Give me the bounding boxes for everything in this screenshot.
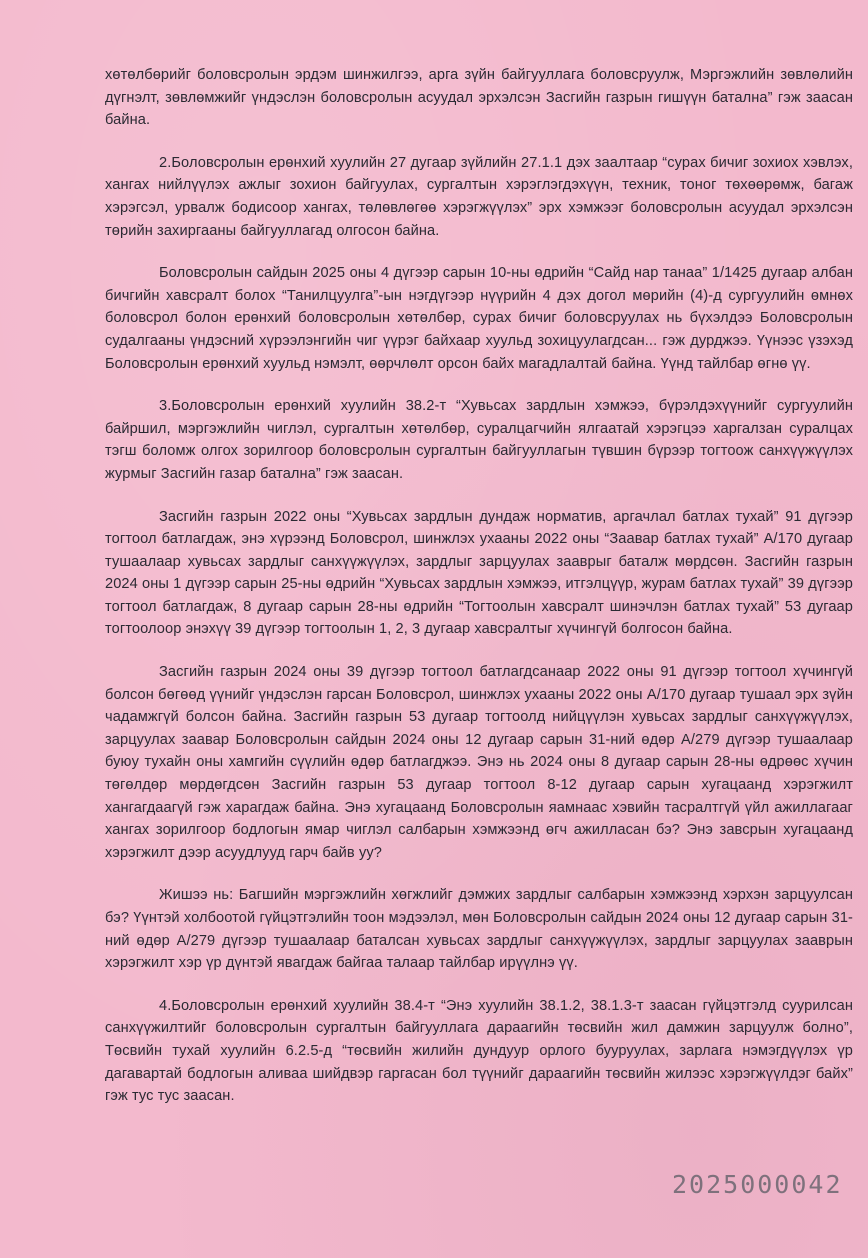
paragraph-government-resolutions: Засгийн газрын 2022 оны “Хувьсах зардлын дундаж норматив, аргачлал батлах тухай” 91 дүгээр тогтоол батлагдаж, энэ хүрээнд Боловсрол, шинжлэх ухааны 2022 оны “Заавар батлах тухай” А/170 дугаар тушаалаар хувьсах зардлыг санхүүжүүлэх, зардлыг зарцуулах зааврыг баталж мөрдсөн. Засгийн газрын 2024 оны 1 дүгээр сарын 25-ны өдрийн “Хувьсах зардлын хэмжээ, итгэлцүүр, журам батлах тухай” 39 дүгээр тогтоол батлагдаж, 8 дугаар сарын 28-ны өдрийн “Тогтоолын хавсралт шинэчлэн батлах тухай” 53 дугаар тогтоолоор энэхүү 39 дүгээр тогтоолын 1, 2, 3 дугаар хавсралтыг хүчингүй болгосон байна. bbox=[105, 508, 853, 638]
paragraph-resolution-analysis: Засгийн газрын 2024 оны 39 дүгээр тогтоол батлагдсанаар 2022 оны 91 дүгээр тогтоол хүчингүй болсон бөгөөд үүнийг үндэслэн гарсан Боловсрол, шинжлэх ухааны 2022 оны А/170 дугаар тушаал эрх зүйн чадамжгүй болсон байна. Засгийн газрын 53 дугаар тогтоолд нийцүүлэн хувьсах зардлыг санхүүжүүлэх, зарцуулах заавар Боловсролын сайдын 2024 оны 12 дугаар сарын 31-ний өдөр А/279 дүгээр тушаалаар буюу тухайн оны хамгийн сүүлийн өдөр батлагджээ. Энэ нь 2024 оны 8 дугаар сарын 28-ны өдрөөс хүчин төгөлдөр мөрдөгдсөн Засгийн газрын 53 дугаар тогтоол 8-12 дугаар сарын хугацаанд хэрэгжилт хангагдаагүй гэж харагдаж байна. Энэ хугацаанд Боловсролын яамнаас хэвийн тасралтгүй үйл ажиллагааг хангах зорилгоор бодлогын ямар чиглэл салбарын хэмжээнд өгч ажилласан бэ? Энэ завсрын хугацаанд хэрэгжилт дээр асуудлууд гарч байв уу? bbox=[105, 664, 853, 861]
document-body bbox=[105, 64, 853, 1128]
paragraph-minister-letter: Боловсролын сайдын 2025 оны 4 дүгээр сарын 10-ны өдрийн “Сайд нар танаа” 1/1425 дугаар албан бичгийн хавсралт болох “Танилцуулга”-ын нэгдүгээр нүүрийн 4 дэх догол мөрийн (4)-д сургуулийн өмнөх боловсрол болон ерөнхий боловсролын хөтөлбөр, сурах бичиг боловсруулах нь бүхэлдээ Боловсролын судалгааны үндэсний хүрээлэнгийн чиг үүрэг байхаар хуульд зохицуулагдсан... гэж дурджээ. Үүнээс үзэхэд Боловсролын ерөнхий хуульд нэмэлт, өөрчлөлт орсон байх магадлалтай байна. Үүнд тайлбар өгнө үү. bbox=[105, 265, 853, 372]
serial-number: 2025000042 bbox=[672, 1170, 843, 1199]
paragraph-item-2: 2.Боловсролын ерөнхий хуулийн 27 дугаар зүйлийн 27.1.1 дэх заалтаар “сурах бичиг зохиох хэвлэх, хангах нийлүүлэх ажлыг зохион байгуулах, сургалтын хэрэглэгдэхүүн, техник, тоног төхөөрөмж, багаж хэрэгсэл, урвалж бодисоор хангах, төлөвлөгөө хэрэгжүүлэх” эрх хэмжээг боловсролын асуудал эрхэлсэн төрийн захиргааны байгууллагад олгосон байна. bbox=[105, 154, 853, 239]
paragraph-continuation: хөтөлбөрийг боловсролын эрдэм шинжилгээ, арга зүйн байгууллага боловсруулж, Мэргэжлийн зөвлөлийн дүгнэлт, зөвлөмжийг үндэслэн боловсролын асуудал эрхэлсэн Засгийн газрын гишүүн батална” гэж заасан байна. bbox=[105, 67, 853, 129]
paragraph-item-4: 4.Боловсролын ерөнхий хуулийн 38.4-т “Энэ хуулийн 38.1.2, 38.1.3-т заасан гүйцэтгэлд суурилсан санхүүжилтийг боловсролын сургалтын байгууллага дараагийн төсвийн жил дамжин зарцуулж болно”, Төсвийн тухай хуулийн 6.2.5-д “төсвийн жилийн дундуур орлого бууруулах, зарлага нэмэгдүүлэх үр дагавартай бодлогын аливаа шийдвэр гаргасан бол түүнийг дараагийн төсвийн жилээс хэрэгжүүлдэг байх” гэж тус тус заасан. bbox=[105, 997, 853, 1105]
paragraph-item-3: 3.Боловсролын ерөнхий хуулийн 38.2-т “Хувьсах зардлын хэмжээ, бүрэлдэхүүнийг сургуулийн байршил, мэргэжлийн чиглэл, сургалтын хөтөлбөр, суралцагчийн ялгаатай хэрэгцээ харгалзан суралцах тэгш боломж олгох зорилгоор боловсролын сургалтын байгууллагын түвшин бүрээр тогтоож санхүүжүүлэх журмыг Засгийн газар батална” гэж заасан. bbox=[105, 398, 853, 482]
paragraph-example: Жишээ нь: Багшийн мэргэжлийн хөгжлийг дэмжих зардлыг салбарын хэмжээнд хэрхэн зарцуулсан бэ? Үүнтэй холбоотой гүйцэтгэлийн тоон мэдээлэл, мөн Боловсролын сайдын 2024 оны 12 дугаар сарын 31-ний өдөр А/279 дүгээр тушаалаар баталсан хувьсах зардлыг санхүүжүүлэх, зардлыг зарцуулах зааврын хэрэгжилт хэр үр дүнтэй явагдаж байгаа талаар тайлбар ирүүлнэ үү. bbox=[105, 887, 853, 972]
